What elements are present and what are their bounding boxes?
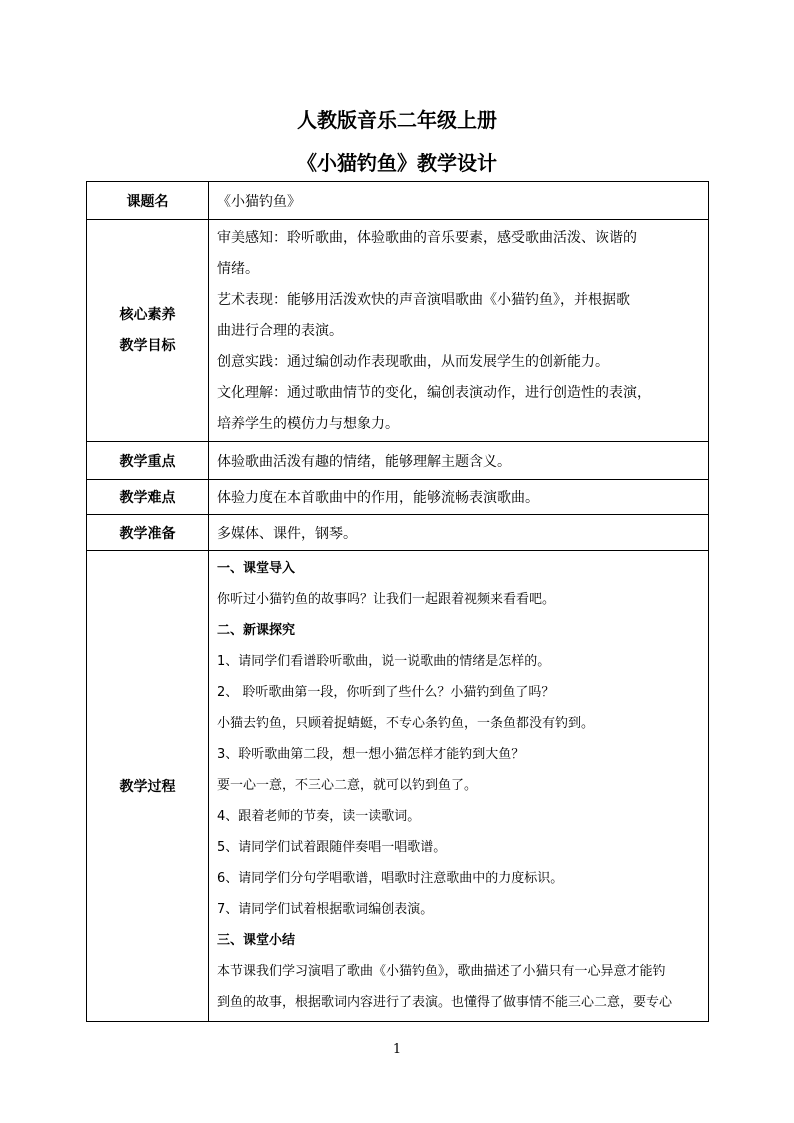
topic-label: 课题名 [87, 182, 209, 220]
process-line: 你听过小猫钓鱼的故事吗？让我们一起跟着视频来看看吧。 [217, 592, 556, 607]
preparation-text: 多媒体、课件，钢琴。 [217, 525, 357, 542]
key-points-text: 体验歌曲活泼有趣的情绪，能够理解主题含义。 [217, 453, 511, 470]
process-heading: 一、课堂导入 [217, 561, 296, 576]
process-line: 7、请同学们试着根据歌词编创表演。 [217, 902, 434, 917]
goals-label-line2: 教学目标 [119, 337, 176, 354]
table-row-key-points [87, 442, 709, 480]
table-row-preparation [87, 515, 709, 551]
table-row-process [87, 551, 709, 1022]
goals-line: 创意实践：通过编创动作表现歌曲，从而发展学生的创新能力。 [217, 354, 609, 370]
key-points-label: 教学重点 [87, 442, 209, 480]
goals-content [209, 220, 709, 442]
process-line: 6、请同学们分句学唱歌谱，唱歌时注意歌曲中的力度标识。 [217, 871, 564, 886]
preparation-label: 教学准备 [87, 515, 209, 551]
goals-line: 情绪。 [217, 261, 259, 277]
process-heading: 二、新课探究 [217, 623, 296, 638]
process-line: 3、聆听歌曲第二段，想一想小猫怎样才能钓到大鱼？ [217, 747, 525, 762]
process-line: 本节课我们学习演唱了歌曲《小猫钓鱼》，歌曲描述了小猫只有一心异意才能钓 [217, 964, 666, 979]
process-line: 1、请同学们看谱聆听歌曲，说一说歌曲的情绪是怎样的。 [217, 654, 551, 669]
goals-line: 文化理解：通过歌曲情节的变化，编创表演动作，进行创造性的表演， [217, 385, 651, 401]
key-points-value [209, 442, 709, 480]
process-line: 5、请同学们试着跟随伴奏唱一唱歌谱。 [217, 840, 447, 855]
document-title: 人教版音乐二年级上册 [297, 108, 497, 132]
process-heading: 三、课堂小结 [217, 933, 296, 948]
difficulties-value [209, 480, 709, 515]
goals-line: 审美感知：聆听歌曲，体验歌曲的音乐要素，感受歌曲活泼、诙谐的 [217, 230, 637, 246]
goals-line: 曲进行合理的表演。 [217, 323, 343, 339]
goals-label [87, 220, 209, 442]
lesson-plan-table [86, 181, 709, 1022]
topic-text: 《小猫钓鱼》 [217, 193, 301, 210]
document-subtitle: 《小猫钓鱼》教学设计 [297, 151, 497, 175]
process-line: 要一心一意，不三心二意，就可以钓到鱼了。 [217, 778, 478, 793]
goals-line: 培养学生的模仿力与想象力。 [217, 416, 399, 432]
difficulties-text: 体验力度在本首歌曲中的作用，能够流畅表演歌曲。 [217, 490, 539, 506]
goals-line: 艺术表现：能够用活泼欢快的声音演唱歌曲《小猫钓鱼》，并根据歌 [217, 292, 630, 308]
table-row-difficulties [87, 480, 709, 515]
process-line: 2、 聆听歌曲第一段，你听到了些什么？小猫钓到鱼了吗？ [217, 685, 555, 700]
table-row-goals [87, 220, 709, 442]
process-line: 到鱼的故事，根据歌词内容进行了表演。也懂得了做事情不能三心二意，要专心 [217, 995, 673, 1010]
table-row-topic [87, 182, 709, 220]
preparation-value [209, 515, 709, 551]
process-line: 小猫去钓鱼，只顾着捉蜻蜓，不专心条钓鱼，一条鱼都没有钓到。 [217, 716, 595, 731]
topic-value [209, 182, 709, 220]
process-label: 教学过程 [87, 551, 209, 1022]
page-number: 1 [392, 1042, 402, 1057]
difficulties-label: 教学难点 [87, 480, 209, 515]
process-content [209, 551, 709, 1022]
goals-label-line1: 核心素养 [119, 306, 176, 323]
process-line: 4、跟着老师的节奏，读一读歌词。 [217, 809, 421, 824]
